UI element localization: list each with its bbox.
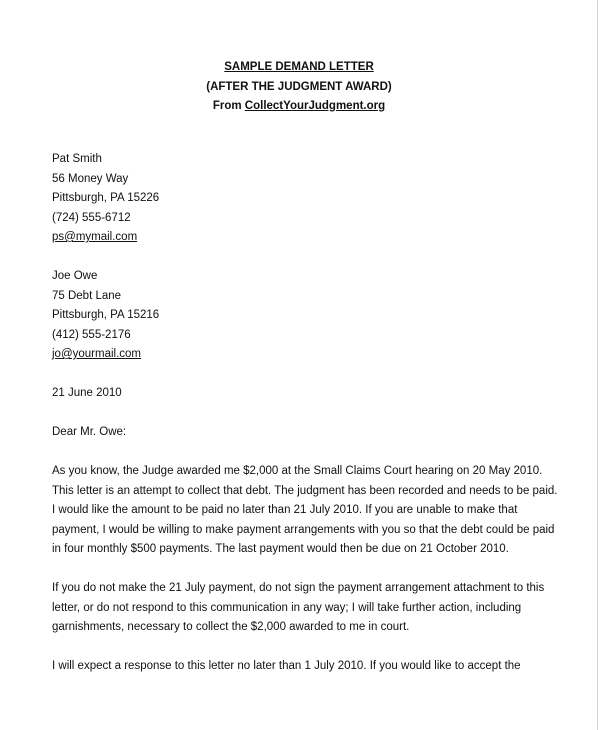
source-prefix: From xyxy=(212,100,245,112)
salutation: Dear Mr. Owe: xyxy=(52,426,127,438)
sender-street: 56 Money Way xyxy=(52,173,129,185)
paragraph1-line: in four monthly $500 payments. The last payment would then be due on 21 October 2010. xyxy=(52,543,509,555)
recipient-city: Pittsburgh, PA 15216 xyxy=(52,309,160,321)
paragraph1-line: payment, I would be willing to make payment arrangements with you so that the debt could be paid xyxy=(52,524,555,536)
paragraph1-line: As you know, the Judge awarded me $2,000 at the Small Claims Court hearing on 20 May 2010. xyxy=(52,465,543,477)
paragraph3-line: I will expect a response to this letter no later than 1 July 2010. If you would like to accept the xyxy=(52,660,521,672)
paragraph1-line: I would like the amount to be paid no later than 21 July 2010. If you are unable to make that xyxy=(52,504,518,516)
source-link[interactable]: CollectYourJudgment.org xyxy=(244,100,386,112)
letter-date: 21 June 2010 xyxy=(52,387,122,399)
recipient-email-link[interactable]: jo@yourmail.com xyxy=(52,348,142,360)
paragraph2-line: letter, or do not respond to this communication in any way; I will take further action, including xyxy=(52,602,522,614)
letter-subtitle: (AFTER THE JUDGMENT AWARD) xyxy=(206,81,392,93)
sender-email-link[interactable]: ps@mymail.com xyxy=(52,231,138,243)
letter-source xyxy=(0,100,598,112)
recipient-name: Joe Owe xyxy=(52,270,98,282)
letter-title: SAMPLE DEMAND LETTER xyxy=(224,61,374,73)
paragraph1-line: This letter is an attempt to collect that debt. The judgment has been recorded and needs to be paid. xyxy=(52,485,558,497)
sender-city: Pittsburgh, PA 15226 xyxy=(52,192,160,204)
sender-phone: (724) 555-6712 xyxy=(52,212,131,224)
recipient-phone: (412) 555-2176 xyxy=(52,329,131,341)
recipient-street: 75 Debt Lane xyxy=(52,290,122,302)
sender-name: Pat Smith xyxy=(52,153,102,165)
paragraph2-line: garnishments, necessary to collect the $2,000 awarded to me in court. xyxy=(52,621,410,633)
paragraph2-line: If you do not make the 21 July payment, do not sign the payment arrangement attachment to this xyxy=(52,582,545,594)
